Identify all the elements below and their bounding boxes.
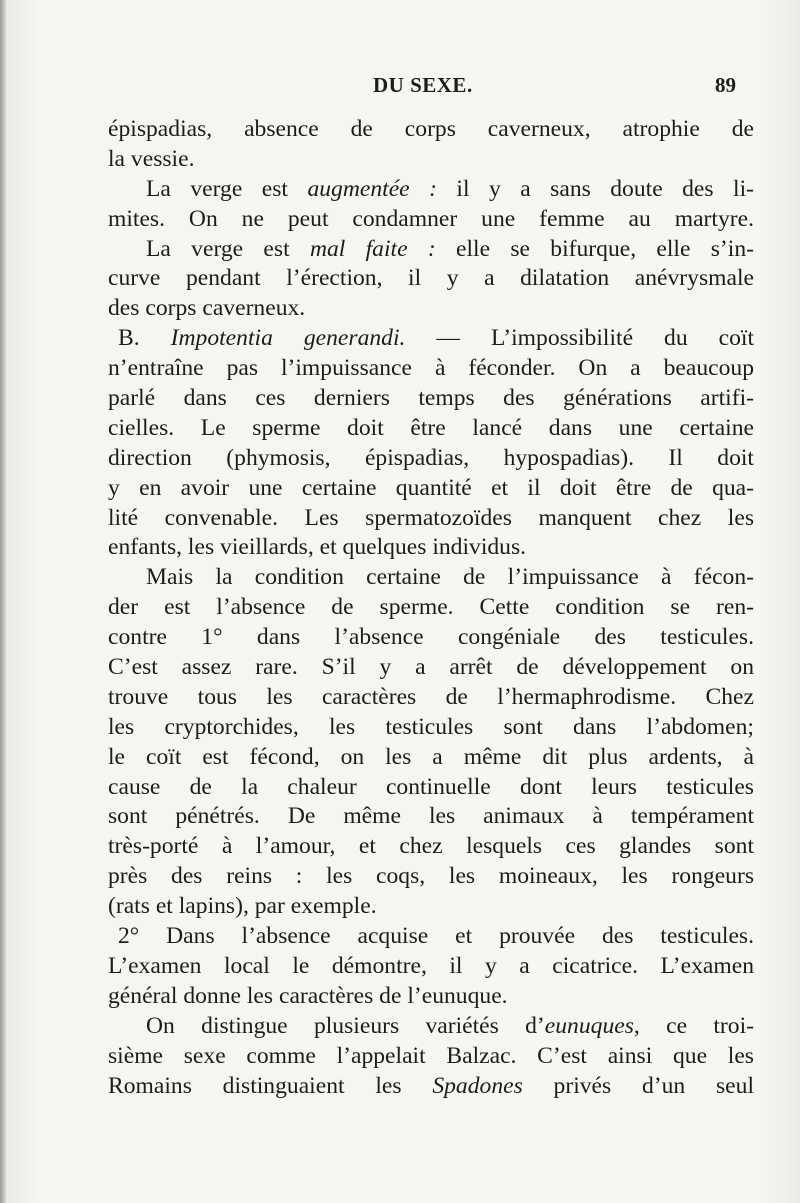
italic-text-run: eunuques [544, 1012, 634, 1039]
text-line [108, 504, 754, 534]
text-line [108, 1012, 754, 1042]
text-run: B. [118, 325, 171, 352]
text-line [108, 623, 754, 653]
text-line [108, 205, 754, 235]
text-line [108, 235, 754, 265]
text-run: C’est assez rare. S’il y a arrêt de développement on [108, 654, 754, 681]
text-run: La verge est [146, 175, 308, 202]
text-run: les cryptorchides, les testicules sont dans l’abdomen; [108, 713, 754, 740]
text-run: le coït est fécond, on les a même dit plus ardents, à [108, 743, 754, 770]
text-line [108, 1042, 754, 1072]
text-line [108, 683, 754, 713]
text-run: sième sexe comme l’appelait Balzac. C’est ainsi que les [108, 1042, 754, 1069]
body-text [108, 115, 754, 1101]
text-line [108, 294, 754, 324]
text-run: général donne les caractères de l’eunuque. [108, 982, 508, 1009]
text-line [108, 175, 754, 205]
text-run: enfants, les vieillards, et quelques individus. [108, 534, 527, 561]
text-line [108, 563, 754, 593]
text-line [108, 773, 754, 803]
text-run: sont pénétrés. De même les animaux à tempérament [108, 803, 754, 830]
running-head: DU SEXE. [373, 73, 473, 97]
text-run: il y a sans doute des li- [436, 175, 754, 202]
text-run: la vessie. [108, 145, 195, 172]
text-line [108, 862, 754, 892]
text-line [108, 444, 754, 474]
text-run: (rats et lapins), par exemple. [108, 893, 377, 920]
text-run: — L’impossibilité du coït [405, 325, 755, 352]
text-run: lité convenable. Les spermatozoïdes manquent chez les [108, 504, 754, 531]
text-line [108, 982, 754, 1012]
text-run: cielles. Le sperme doit être lancé dans une certaine [108, 414, 754, 441]
text-run: épispadias, absence de corps caverneux, atrophie de [108, 116, 754, 142]
text-run: curve pendant l’érection, il y a dilatation anévrysmale [108, 265, 754, 292]
text-run: , ce troi- [633, 1012, 754, 1039]
text-run: L’examen local le démontre, il y a cicatrice. L’examen [108, 952, 754, 979]
italic-text-run: mal faite : [309, 235, 436, 262]
text-run: La verge est [146, 235, 310, 262]
text-line [108, 653, 754, 683]
text-run: près des reins : les coqs, les moineaux, les rongeurs [108, 863, 754, 890]
text-line [108, 324, 754, 354]
text-run: privés d’un seul [522, 1072, 755, 1099]
text-run: y en avoir une certaine quantité et il doit être de qua- [108, 474, 754, 501]
text-run: des corps caverneux. [108, 295, 306, 322]
text-run: parlé dans ces derniers temps des générations artifi- [108, 385, 754, 412]
text-run: très-porté à l’amour, et chez lesquels ces glandes sont [108, 833, 754, 860]
text-line [108, 802, 754, 832]
text-line [108, 892, 754, 922]
text-run: contre 1° dans l’absence congéniale des testicules. [108, 624, 754, 651]
text-line [108, 384, 754, 414]
page-number: 89 [715, 73, 736, 97]
text-run: trouve tous les caractères de l’hermaphrodisme. Chez [108, 683, 754, 710]
text-line [108, 713, 754, 743]
text-line [108, 264, 754, 294]
text-run: cause de la chaleur continuelle dont leurs testicules [108, 773, 754, 800]
page-header [108, 73, 740, 107]
text-run: elle se bifurque, elle s’in- [435, 235, 754, 262]
text-line [108, 593, 754, 623]
text-line [108, 354, 754, 384]
text-line [108, 922, 754, 952]
text-run: Romains distinguaient les [108, 1072, 433, 1099]
page-binding-edge [0, 0, 6, 1203]
text-run: n’entraîne pas l’impuissance à féconder. On a beaucoup [108, 355, 754, 382]
text-run: direction (phymosis, épispadias, hypospadias). Il doit [108, 444, 754, 471]
text-line [108, 414, 754, 444]
italic-text-run: Spadones [432, 1072, 523, 1099]
text-run: Mais la condition certaine de l’impuissance à fécon- [146, 564, 754, 591]
italic-text-run: augmentée : [307, 175, 437, 202]
text-line [108, 1072, 754, 1102]
text-run: 2° Dans l’absence acquise et prouvée des testicules. [118, 923, 754, 950]
text-line [108, 952, 754, 982]
text-line [108, 145, 754, 175]
text-line [108, 743, 754, 773]
text-line [108, 832, 754, 862]
text-line [108, 533, 754, 563]
text-run: mites. On ne peut condamner une femme au martyre. [108, 205, 754, 232]
italic-text-run: Impotentia generandi. [170, 325, 406, 352]
text-line [108, 115, 754, 145]
text-run: der est l’absence de sperme. Cette condition se ren- [108, 594, 754, 621]
text-run: On distingue plusieurs variétés d’ [146, 1012, 545, 1039]
text-line [108, 474, 754, 504]
